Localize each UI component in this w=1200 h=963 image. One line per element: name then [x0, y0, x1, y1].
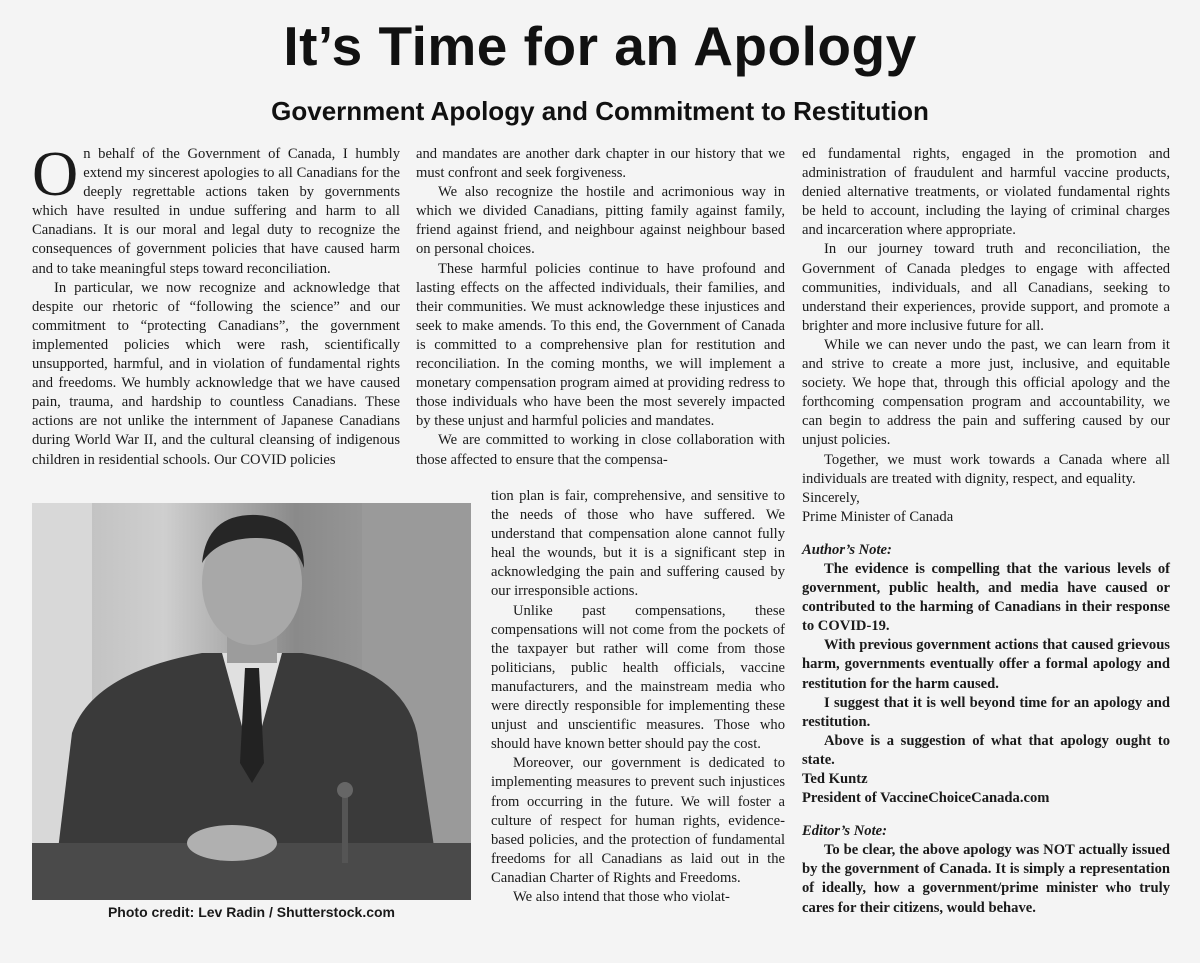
- paragraph: These harmful policies continue to have profound and lasting effects on the affected individuals, their families, and their communities. We must acknowledge these injustices and seek to make amends. To this end, the Government of Canada is committed to a comprehensive plan for restitution and reconciliation. In the coming months, we will implement a monetary compensation program aimed at providing redress to those individuals who have been the most severely impacted by these unjust and harmful policies and mandates.: [416, 260, 785, 430]
- column-3: [802, 145, 1170, 918]
- paragraph: The evidence is compelling that the various levels of government, public health, and media have caused or contributed to the harming of Canadians in their response to COVID-19.: [802, 560, 1170, 635]
- headline: It’s Time for an Apology: [283, 15, 917, 77]
- paragraph: Moreover, our government is dedicated to implementing measures to prevent such injustices from occurring in the future. We will foster a culture of respect for human rights, evidence-based policies, and the protection of fundamental freedoms for all Canadians as laid out in the Canadian Charter of Rights and Freedoms.: [491, 755, 785, 886]
- paragraph: To be clear, the above apology was NOT actually issued by the government of Canada. It is simply a representation of ideally, how a government/prime minister who truly cares for their citizens, would behave.: [802, 842, 1170, 916]
- signature: Prime Minister of Canada: [802, 508, 954, 525]
- paragraph: With previous government actions that caused grievous harm, governments eventually offer a formal apology and restitution for the harm caused.: [802, 637, 1170, 692]
- paragraph: While we can never undo the past, we can learn from it and strive to create a more just, inclusive, and equitable society. We hope that, through this official apology and the forthcoming compensation program and accountability, we can begin to address the pain and suffering caused by our unjust policies.: [802, 336, 1170, 449]
- paragraph: In particular, we now recognize and acknowledge that despite our rhetoric of “following the science” and our commitment to “protecting Canadians”, the government implemented policies which were rash, scientifically unsupported, harmful, and in violation of fundamental rights and freedoms. We humbly acknowledge that we have caused pain, trauma, and hardship to countless Canadians. These actions are not unlike the internment of Japanese Canadians during World War II, and the cultural cleansing of indigenous children in residential schools. Our COVID policies: [32, 279, 400, 468]
- author-note-heading: Author’s Note:: [802, 541, 892, 558]
- closing: Sincerely,: [802, 489, 860, 506]
- column-2-lower: [491, 487, 785, 907]
- subheadline: Government Apology and Commitment to Restitution: [271, 96, 929, 126]
- paragraph: ed fundamental rights, engaged in the promotion and administration of fraudulent and harmful vaccine products, denied alternative treatments, or violated fundamental rights be held to account, including the laying of criminal charges and incarceration where appropriate.: [802, 146, 1170, 239]
- editor-note-heading: Editor’s Note:: [802, 823, 887, 840]
- paragraph: We also intend that those who violat-: [513, 888, 730, 905]
- paragraph: I suggest that it is well beyond time for an apology and restitution.: [802, 694, 1170, 730]
- column-2: [416, 145, 785, 470]
- paragraph: Together, we must work towards a Canada where all individuals are treated with dignity, respect, and equality.: [802, 451, 1170, 487]
- paragraph: Unlike past compensations, these compensations will not come from the pockets of the taxpayer but rather will come from those politicians, public health officials, vaccine manufacturers, and the mainstream media who were directly responsible for implementing these unjust and unscientific measures. Those who should have known better should pay the cost.: [491, 602, 785, 753]
- portrait-photo: [32, 503, 471, 900]
- drop-cap: O: [32, 138, 79, 209]
- paragraph: We also recognize the hostile and acrimonious way in which we divided Canadians, pitting family against family, friend against friend, and neighbour against neighbour based on personal choices.: [416, 184, 785, 258]
- paragraph: and mandates are another dark chapter in our history that we must confront and seek forgiveness.: [416, 146, 785, 182]
- author-role: President of VaccineChoiceCanada.com: [802, 790, 1050, 807]
- column-1: [32, 138, 400, 470]
- photo-caption: Photo credit: Lev Radin / Shutterstock.com: [107, 904, 396, 920]
- photo-illustration: [32, 503, 471, 900]
- paragraph: On behalf of the Government of Canada, I humbly extend my sincerest apologies to all Canadians for the deeply regrettable actions taken by governments which have resulted in undue suffering and harm to all Canadians. It is our moral and legal duty to recognize the consequences of government policies that have caused harm and to take meaningful steps toward reconciliation.: [32, 138, 400, 277]
- paragraph: We are committed to working in close collaboration with those affected to ensure that the compensa-: [416, 432, 785, 468]
- editor-note: [802, 822, 1170, 917]
- paragraph: In our journey toward truth and reconciliation, the Government of Canada pledges to engage with affected communities, individuals, and all Canadians, seeking to understand their experiences, provide support, and promote a brighter and more inclusive future for all.: [802, 241, 1170, 334]
- author-name: Ted Kuntz: [802, 771, 868, 787]
- author-note: [802, 541, 1170, 808]
- paragraph: tion plan is fair, comprehensive, and sensitive to the needs of those who have suffered. We understand that compensation alone cannot fully heal the wounds, but it is a significant step in acknowledging the pain and suffering caused by our irresponsible actions.: [491, 488, 785, 600]
- paragraph: Above is a suggestion of what that apology ought to state.: [802, 732, 1170, 768]
